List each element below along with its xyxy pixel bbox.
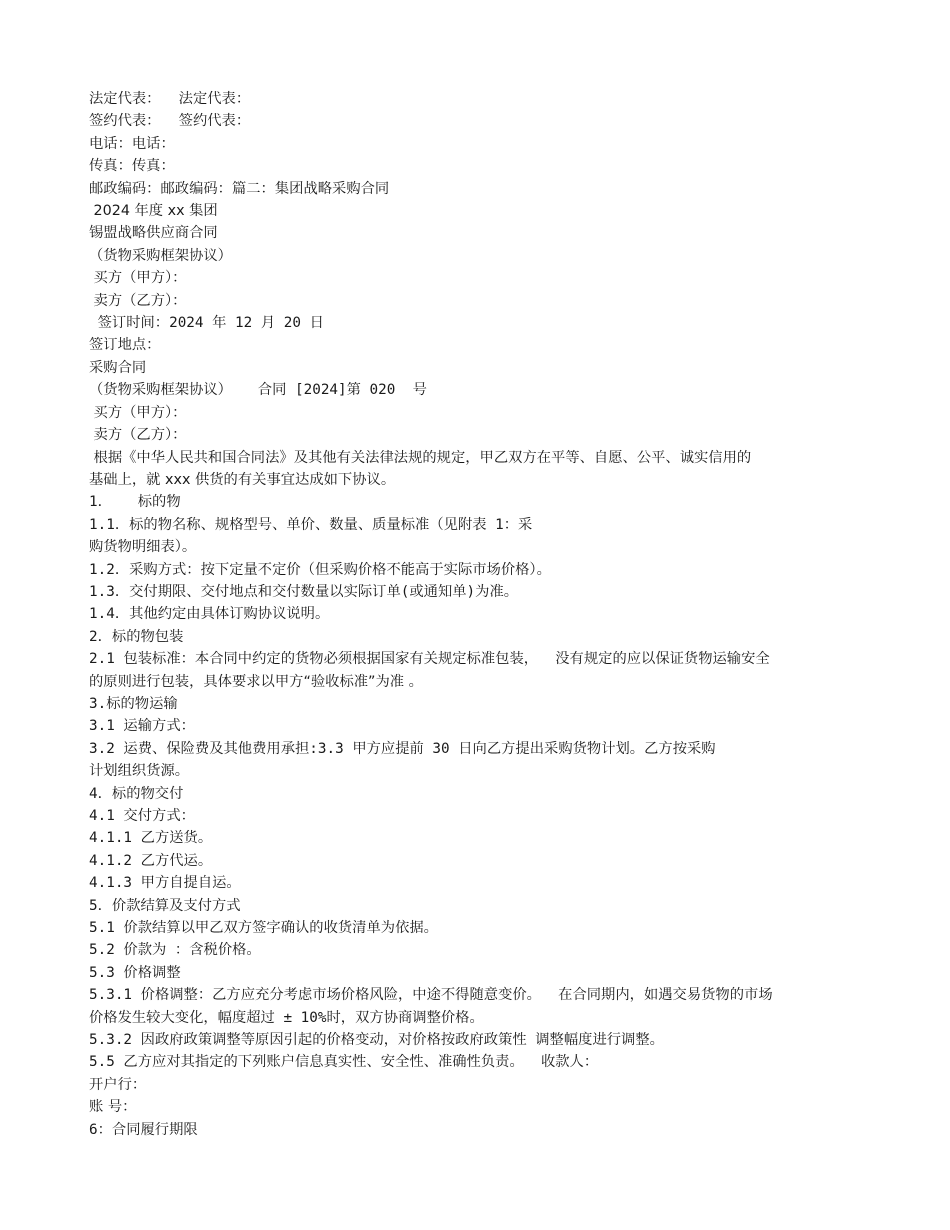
clause-1-1-line-1: 1.1．标的物名称、规格型号、单价、数量、质量标准（见附表 1：采 <box>89 516 533 533</box>
clause-3-2-line-1: 3.2 运费、保险费及其他费用承担:3.3 甲方应提前 30 日向乙方提出采购货物计划。乙方按采购 <box>89 740 716 757</box>
clause-5-3-2: 5.3.2 因政府政策调整等原因引起的价格变动，对价格按政府政策性 调整幅度进行调整。 <box>89 1032 664 1049</box>
contract-number-line: （货物采购框架协议） 合同 [2024]第 020 号 <box>89 382 427 399</box>
clause-1-4: 1.4．其他约定由具体订购协议说明。 <box>89 606 330 623</box>
clause-4-1: 4.1 交付方式： <box>89 808 195 824</box>
clause-5-5: 5.5 乙方应对其指定的下列账户信息真实性、安全性、准确性负责。 收款人： <box>89 1054 599 1071</box>
clause-5-3-1-line-2: 价格发生较大变化，幅度超过 ± 10%时，双方协商调整价格。 <box>89 1009 484 1026</box>
seller-line-2: 卖方（乙方）： <box>89 427 187 444</box>
clause-3-1: 3.1 运输方式： <box>89 718 195 735</box>
buyer-line-2: 买方（甲方）： <box>89 404 187 421</box>
fax-line: 传真：传真： <box>89 158 175 175</box>
clause-5-1: 5.1 价款结算以甲乙双方签字确认的收货清单为依据。 <box>89 920 438 937</box>
account-number-line: 账 号： <box>89 1099 137 1116</box>
signing-representative-line: 签约代表： 签约代表： <box>89 113 251 130</box>
document-year-line: 2024 年度 xx 集团 <box>89 203 218 220</box>
bank-line: 开户行： <box>89 1076 147 1093</box>
section-1-heading: 1． 标的物 <box>89 494 181 511</box>
section-6-heading: 6：合同履行期限 <box>89 1121 198 1138</box>
buyer-line: 买方（甲方）： <box>89 270 187 287</box>
clause-3-2-line-2: 计划组织货源。 <box>89 763 190 780</box>
clause-4-1-1: 4.1.1 乙方送货。 <box>89 830 213 847</box>
clause-2-1-line-2: 的原则进行包装，具体要求以甲方“验收标准”为准 。 <box>89 673 423 690</box>
preamble-line-2: 基础上，就 xxx 供货的有关事宜达成如下协议。 <box>89 471 396 488</box>
clause-1-3: 1.3．交付期限、交付地点和交付数量以实际订单(或通知单)为准。 <box>89 583 519 600</box>
phone-line: 电话：电话： <box>89 135 175 152</box>
purchase-contract-heading: 采购合同 <box>89 359 147 376</box>
signing-location-line: 签订地点： <box>89 337 161 354</box>
section-2-heading: 2．标的物包装 <box>89 628 184 645</box>
clause-1-2: 1.2．采购方式：按下定量不定价（但采购价格不能高于实际市场价格）。 <box>89 561 551 578</box>
clause-5-3-1-line-1: 5.3.1 价格调整：乙方应充分考虑市场价格风险，中途不得随意变价。 在合同期内，如遇交易货物的市场 <box>89 987 773 1004</box>
clause-1-1-line-2: 购货物明细表）。 <box>89 539 197 556</box>
signing-date-line: 签订时间：2024 年 12 月 20 日 <box>89 315 324 332</box>
clause-5-3: 5.3 价格调整 <box>89 964 181 981</box>
preamble-line-1: 根据《中华人民共和国合同法》及其他有关法律法规的规定，甲乙双方在平等、自愿、公平、诚实信用的 <box>89 449 752 466</box>
clause-4-1-3: 4.1.3 甲方自提自运。 <box>89 875 241 892</box>
legal-representative-line: 法定代表： 法定代表： <box>89 91 251 107</box>
contract-subtitle: （货物采购框架协议） <box>89 247 232 264</box>
clause-2-1-line-1: 2.1 包装标准：本合同中约定的货物必须根据国家有关规定标准包装， 没有规定的应以保证货物运输安全 <box>89 651 770 668</box>
contract-title: 锡盟战略供应商合同 <box>89 225 218 242</box>
section-3-heading: 3.标的物运输 <box>89 695 178 712</box>
clause-5-2: 5.2 价款为 ：含税价格。 <box>89 942 261 959</box>
postal-code-line: 邮政编码：邮政编码：篇二：集团战略采购合同 <box>89 180 390 197</box>
clause-4-1-2: 4.1.2 乙方代运。 <box>89 852 213 869</box>
section-4-heading: 4．标的物交付 <box>89 785 184 802</box>
section-5-heading: 5．价款结算及支付方式 <box>89 897 241 914</box>
seller-line: 卖方（乙方）： <box>89 292 187 309</box>
